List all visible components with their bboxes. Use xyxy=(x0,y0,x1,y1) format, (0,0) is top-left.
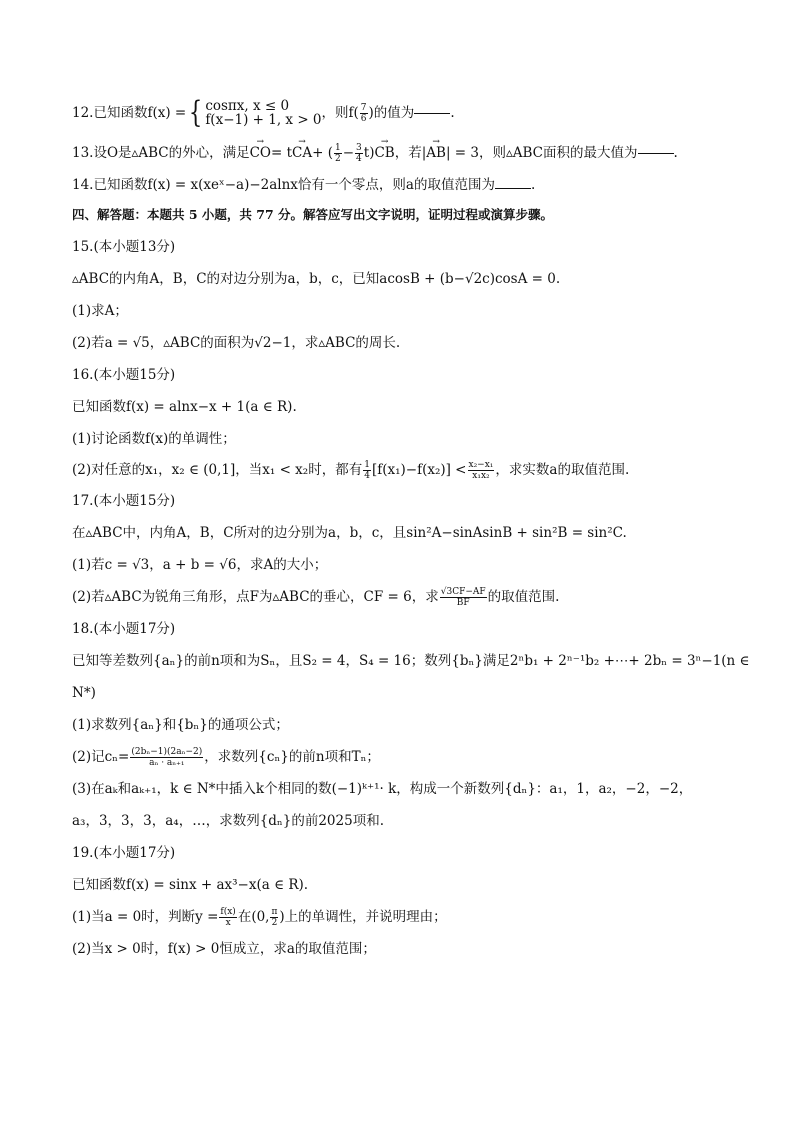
q14-text: 14.已知函数f(x) = x(xeˣ−a)−2alnx恰有一个零点，则a的取值范围为 xyxy=(72,177,495,193)
q17-p2-b: 的取值范围. xyxy=(487,589,560,605)
question-14 xyxy=(72,176,722,194)
vector-cb: → CB xyxy=(374,144,394,162)
q12-end: . xyxy=(450,105,455,121)
q15-stem: ▵ABC的内角A，B，C的对边分别为a，b，c，已知acosB + (b−√2c)cosA = 0. xyxy=(72,271,561,287)
q19-p1-c: )上的单调性，并说明理由； xyxy=(279,909,447,925)
q12-piece-2: f(x−1) + 1, x > 0 xyxy=(205,112,322,128)
q13-frac-2-top: 3 xyxy=(356,142,362,153)
q19-frac-1-top: f(x) xyxy=(220,906,236,917)
q17-part-2 xyxy=(72,584,722,610)
question-13 xyxy=(72,138,722,168)
q13-t: t) xyxy=(363,145,375,161)
answer-blank[interactable] xyxy=(414,113,450,114)
q13-frac-1-bot: 2 xyxy=(334,153,341,164)
q17-frac-bot: BF xyxy=(456,597,470,608)
q16-frac-2-top: x₂−x₁ xyxy=(468,459,494,470)
q12-mid: ，则f( xyxy=(321,105,359,121)
q19-frac-2-bot: 2 xyxy=(271,917,278,928)
q16-frac-1 xyxy=(363,460,371,481)
q17-frac-top: √3CF−AF xyxy=(440,586,486,597)
q19-frac-2-top: π xyxy=(271,906,278,917)
q16-frac-1-bot: 4 xyxy=(364,470,370,481)
q12-piecewise xyxy=(205,99,321,127)
q19-stem: 已知函数f(x) = sinx + ax³−x(a ∈ R). xyxy=(72,877,309,893)
q18-head: 18.(本小题17分) xyxy=(72,621,176,637)
piecewise-brace: { xyxy=(189,95,203,130)
q13-frac-2-bot: 4 xyxy=(356,153,362,164)
answer-blank[interactable] xyxy=(495,188,531,189)
q19-frac-1-bot: x xyxy=(225,917,231,928)
q16-p2-b: [f(x₁)−f(x₂)] < xyxy=(371,462,467,478)
q13-mid: ，若| xyxy=(394,145,427,161)
vector-ca: → CA xyxy=(292,144,312,162)
q19-part-2: (2)当x > 0时，f(x) > 0恒成立，求a的取值范围； xyxy=(72,941,376,957)
q17-part-1: (1)若c = √3，a + b = √6，求A的大小； xyxy=(72,557,328,573)
q18-part-1: (1)求数列{aₙ}和{bₙ}的通项公式； xyxy=(72,717,289,733)
question-12 xyxy=(72,96,722,130)
q15-head: 15.(本小题13分) xyxy=(72,239,176,255)
q19-p1-a: (1)当a = 0时，判断y = xyxy=(72,909,219,925)
q18-frac-bot: aₙ · aₙ₊₁ xyxy=(149,757,185,768)
q12-piece-1: cosπx, x ≤ 0 xyxy=(205,98,290,114)
q19-p1-b: 在(0, xyxy=(237,909,270,925)
q18-stem-2: N*) xyxy=(72,685,96,701)
vector-ab: → AB xyxy=(426,144,446,162)
q18-part-2 xyxy=(72,744,722,770)
q13-frac-2 xyxy=(355,143,363,164)
q18-part-3-line-1: (3)在aₖ和aₖ₊₁，k ∈ N*中插入k个相同的数(−1)ᵏ⁺¹· k，构成一个新数列{dₙ}：a₁，1，a₂，−2，−2， xyxy=(72,781,693,797)
q16-p2-a: (2)对任意的x₁，x₂ ∈ (0,1]，当x₁ < x₂时，都有 xyxy=(72,462,363,478)
q18-p2-b: ，求数列{cₙ}的前n项和Tₙ； xyxy=(204,749,380,765)
q13-frac-1-top: 1 xyxy=(334,142,341,153)
q18-part-3-line-2: a₃，3，3，3，a₄，…，求数列{dₙ}的前2025项和. xyxy=(72,813,384,829)
q16-p2-c: ，求实数a的取值范围. xyxy=(495,462,630,478)
q17-head: 17.(本小题15分) xyxy=(72,493,176,509)
q12-suffix: )的值为 xyxy=(368,105,415,121)
q19-head: 19.(本小题17分) xyxy=(72,845,176,861)
q17-stem: 在▵ABC中，内角A，B，C所对的边分别为a，b，c，且sin²A−sinAsinB + sin²B = sin²C. xyxy=(72,525,627,541)
q16-frac-2-bot: x₁x₂ xyxy=(472,470,490,481)
q16-part-2 xyxy=(72,458,722,482)
q18-stem-1: 已知等差数列{aₙ}的前n项和为Sₙ，且S₂ = 4，S₄ = 16；数列{bₙ}满足2ⁿb₁ + 2ⁿ⁻¹b₂ +⋯+ 2bₙ = 3ⁿ−1(n ∈ xyxy=(72,653,750,669)
q16-frac-1-top: 1 xyxy=(364,459,370,470)
q18-fraction xyxy=(130,747,203,768)
q15-part-2: (2)若a = √5，▵ABC的面积为√2−1，求▵ABC的周长. xyxy=(72,335,401,351)
answer-blank[interactable] xyxy=(638,153,674,154)
q13-mid2: | = 3，则▵ABC面积的最大值为 xyxy=(445,145,638,161)
q16-frac-2 xyxy=(468,460,495,481)
q18-frac-top: (2bₙ−1)(2aₙ−2) xyxy=(131,746,203,757)
q13-eq: = t xyxy=(270,145,293,161)
q13-prefix: 13.设O是▵ABC的外心，满足 xyxy=(72,145,250,161)
q12-prefix: 12.已知函数f(x) = xyxy=(72,105,187,121)
q19-frac-1 xyxy=(219,907,236,928)
q17-p2-a: (2)若▵ABC为锐角三角形，点F为▵ABC的垂心，CF = 6，求 xyxy=(72,589,439,605)
q13-end: . xyxy=(673,145,678,161)
q13-frac-1 xyxy=(334,143,342,164)
q12-frac-bot: 6 xyxy=(360,113,367,124)
q14-end: . xyxy=(530,177,536,193)
q12-fraction xyxy=(360,103,368,124)
q17-fraction xyxy=(440,587,487,608)
q18-p2-a: (2)记cₙ= xyxy=(72,749,130,765)
q16-stem: 已知函数f(x) = alnx−x + 1(a ∈ R). xyxy=(72,399,297,415)
q12-frac-top: 7 xyxy=(360,102,367,113)
q13-minus: − xyxy=(342,145,355,161)
q16-head: 16.(本小题15分) xyxy=(72,367,176,383)
section-heading: 四、解答题：本题共 5 小题，共 77 分。解答应写出文字说明，证明过程或演算步骤。 xyxy=(72,207,554,222)
q19-frac-2 xyxy=(270,907,278,928)
q19-part-1 xyxy=(72,904,722,930)
vector-co: → CO xyxy=(250,144,271,162)
q15-part-1: (1)求A； xyxy=(72,303,128,319)
q16-part-1: (1)讨论函数f(x)的单调性； xyxy=(72,431,236,447)
exam-page xyxy=(72,95,750,958)
q13-plus: + ( xyxy=(312,145,333,161)
